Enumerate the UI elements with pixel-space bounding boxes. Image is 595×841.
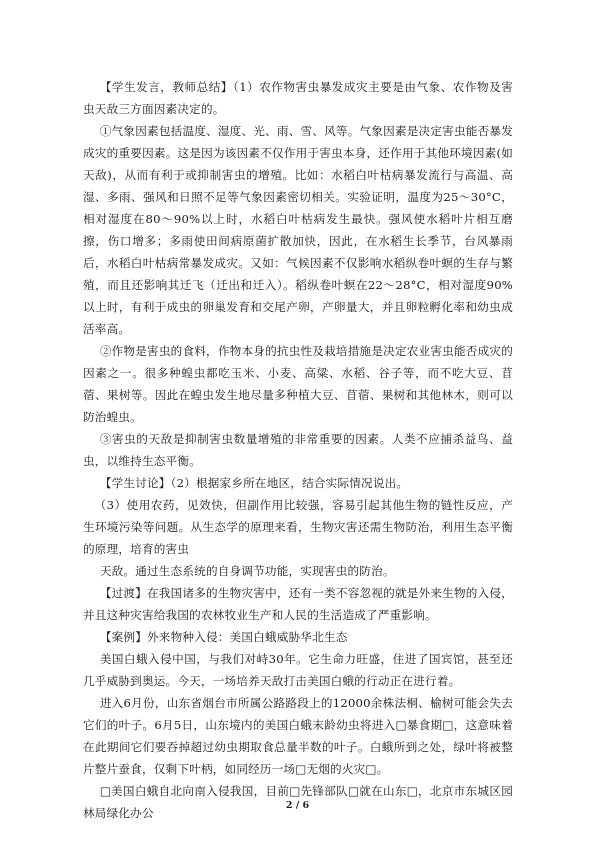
paragraph-crop-factors: ②作物是害虫的食料，作物本身的抗虫性及栽培措施是决定农业害虫能否成灾的因素之一。很多种蝗虫都吃玉米、小麦、高粱、水稻、谷子等，而不吃大豆、苜蓿、果树等。因此在蝗虫发生地尽量多种植大豆、苜蓿、果树和其他林木，则可以防治蝗虫。 [83, 344, 513, 424]
paragraph-weather-factors: ①气象因素包括温度、湿度、光、雨、雪、风等。气象因素是决定害虫能否暴发成灾的重要因素。这是因为该因素不仅作用于害虫本身，还作用于其他环境因素(如天敌)，从而有利于或抑制害虫的增殖。比如：水稻白叶枯病暴发流行与高温、高湿、多雨、强风和日照不足等气象因素密切相关。实验证明，温度为25～30°C，相对湿度在80～90%以上时，水稻白叶枯病发生最快。强风使水稻叶片相互磨擦，伤口增多；多雨使田间病原菌扩散加快，因此，在水稻生长季节，台风暴雨后，水稻白叶枯病常暴发成灾。又如：气候因素不仅影响水稻纵卷叶螟的生存与繁殖，而且还影响其迁飞（迁出和迁入）。稻纵卷叶螟在22～28°C，相对湿度90%以上时，有利于成虫的卵巢发育和交尾产卵，产卵量大，并且卵粒孵化率和幼虫成活率高。 [83, 124, 513, 336]
paragraph-case-june: 进入6月份，山东省烟台市所属公路路段上的12000余株法桐、榆树可能会失去它们的叶子。6月5日，山东境内的美国白蛾末龄幼虫将进入□暴食期□，这意味着在此期间它们要吞掉超过幼虫期取食总量半数的叶子。白蛾所到之处，绿叶将被整片整片蚕食，仅剩下叶柄，如同经历一场□无烟的火灾□。 [83, 696, 513, 776]
paragraph-case-title: 【案例】外来物种入侵：美国白蛾威胁华北生态 [99, 630, 348, 644]
paragraph-case-intro: 美国白蛾入侵中国，与我们对峙30年。它生命力旺盛，住进了国宾馆，甚至还几乎威胁到奥运。今天，一场培养天敌打击美国白蛾的行动正在进行着。 [83, 652, 513, 688]
page-content [83, 76, 513, 824]
paragraph-student-discussion: 【学生讨论】（2）根据家乡所在地区，结合实际情况说出。 [99, 476, 409, 490]
paragraph-transition: 【过渡】在我国诸多的生物灾害中，还有一类不容忽视的就是外来生物的入侵，并且这种灾害给我国的农林牧业生产和人民的生活造成了严重影响。 [83, 586, 513, 622]
paragraph-summary: 【学生发言，教师总结】（1）农作物害虫暴发成灾主要是由气象、农作物及害虫天敌三方面因素决定的。 [83, 80, 513, 116]
paragraph-natural-enemies: ③害虫的天敌是抑制害虫数量增殖的非常重要的因素。人类不应捕杀益鸟、益虫，以维持生态平衡。 [83, 432, 513, 468]
paragraph-case-invasion: □美国白蛾自北向南入侵我国，目前□先锋部队□就在山东□，北京市东城区园林局绿化办公 [83, 784, 513, 820]
paragraph-pesticide: （3）使用农药，见效快，但副作用比较强，容易引起其他生物的链性反应，产生环境污染等问题。从生态学的原理来看，生物灾害还需生物防治，利用生态平衡的原理，培育的害虫 [83, 498, 513, 556]
page-number: 2 / 6 [285, 800, 310, 811]
paragraph-biological-control: 天敌。通过生态系统的自身调节功能，实现害虫的防治。 [99, 564, 395, 578]
